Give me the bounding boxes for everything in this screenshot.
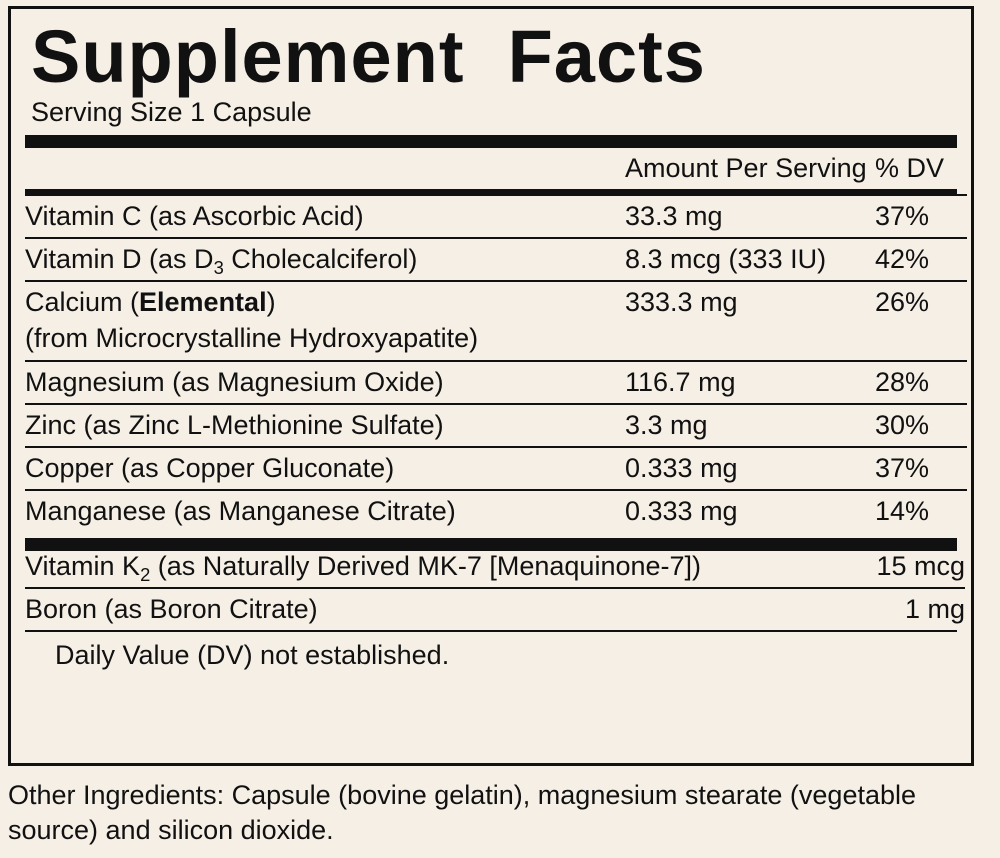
nutrient-name: Vitamin $K_2$ (as Naturally Derived MK-7 [Menaquinone-7]) xyxy=(25,550,702,585)
nutrient-dv: 30% xyxy=(875,404,967,447)
nutrient-rows xyxy=(25,194,967,532)
nutrient-dv: 42% xyxy=(875,238,967,281)
nutrient-amount: 15 mcg xyxy=(876,550,965,581)
dv-footnote: Daily Value (DV) not established. xyxy=(55,639,450,670)
table-row xyxy=(25,195,967,238)
nutrient-amount: 116.7 mg xyxy=(625,361,875,404)
header-percent-dv: % DV xyxy=(875,152,945,183)
nutrient-amount: 33.3 mg xyxy=(625,195,875,238)
table-header-row xyxy=(25,148,967,189)
table-row xyxy=(25,588,965,630)
nutrition-table xyxy=(25,148,967,189)
nutrient-name: Calcium (Elemental) xyxy=(25,281,625,323)
header-amount-per-serving: Amount Per Serving xyxy=(625,152,867,183)
nutrient-amount: 333.3 mg xyxy=(625,281,875,323)
nutrient-amount: 8.3 mcg (333 IU) xyxy=(625,238,875,281)
page-title: Supplement Facts xyxy=(31,15,706,98)
header-blank xyxy=(25,148,625,189)
facts-panel xyxy=(8,6,974,766)
no-dv-rows xyxy=(25,551,965,630)
nutrient-dv: 28% xyxy=(875,361,967,404)
table-row xyxy=(25,238,967,281)
nutrient-amount: 0.333 mg xyxy=(625,490,875,532)
nutrient-amount: 3.3 mg xyxy=(625,404,875,447)
other-ingredients: Other Ingredients: Capsule (bovine gelatin), magnesium stearate (vegetable source) and silicon dioxide. xyxy=(8,780,917,845)
nutrient-name: Vitamin C (as Ascorbic Acid) xyxy=(25,195,625,238)
divider-thick-top xyxy=(25,135,957,148)
nutrient-amount: 0.333 mg xyxy=(625,447,875,490)
table-row xyxy=(25,551,965,588)
side-margin-text xyxy=(979,0,1000,60)
nutrient-name: Boron (as Boron Citrate) xyxy=(25,588,785,630)
table-row xyxy=(25,361,967,404)
table-row xyxy=(25,404,967,447)
nutrient-name: Vitamin D (as $D_3$ Cholecalciferol) xyxy=(25,238,625,281)
nutrient-name: Zinc (as Zinc L-Methionine Sulfate) xyxy=(25,404,625,447)
nutrient-amount: 1 mg xyxy=(785,588,965,630)
table-row xyxy=(25,447,967,490)
nutrient-dv: 26% xyxy=(875,281,967,323)
table-row xyxy=(25,281,967,323)
nutrient-name: Magnesium (as Magnesium Oxide) xyxy=(25,361,625,404)
nutrient-name: Copper (as Copper Gluconate) xyxy=(25,447,625,490)
table-row-subtext xyxy=(25,323,967,361)
serving-size-text: Serving Size 1 Capsule xyxy=(31,97,312,128)
divider-thick-middle xyxy=(25,538,957,551)
table-row xyxy=(25,490,967,532)
nutrient-dv: 37% xyxy=(875,447,967,490)
nutrient-dv: 37% xyxy=(875,195,967,238)
nutrient-dv: 14% xyxy=(875,490,967,532)
nutrient-source-note: (from Microcrystalline Hydroxyapatite) xyxy=(25,322,479,353)
nutrient-name: Manganese (as Manganese Citrate) xyxy=(25,490,625,532)
